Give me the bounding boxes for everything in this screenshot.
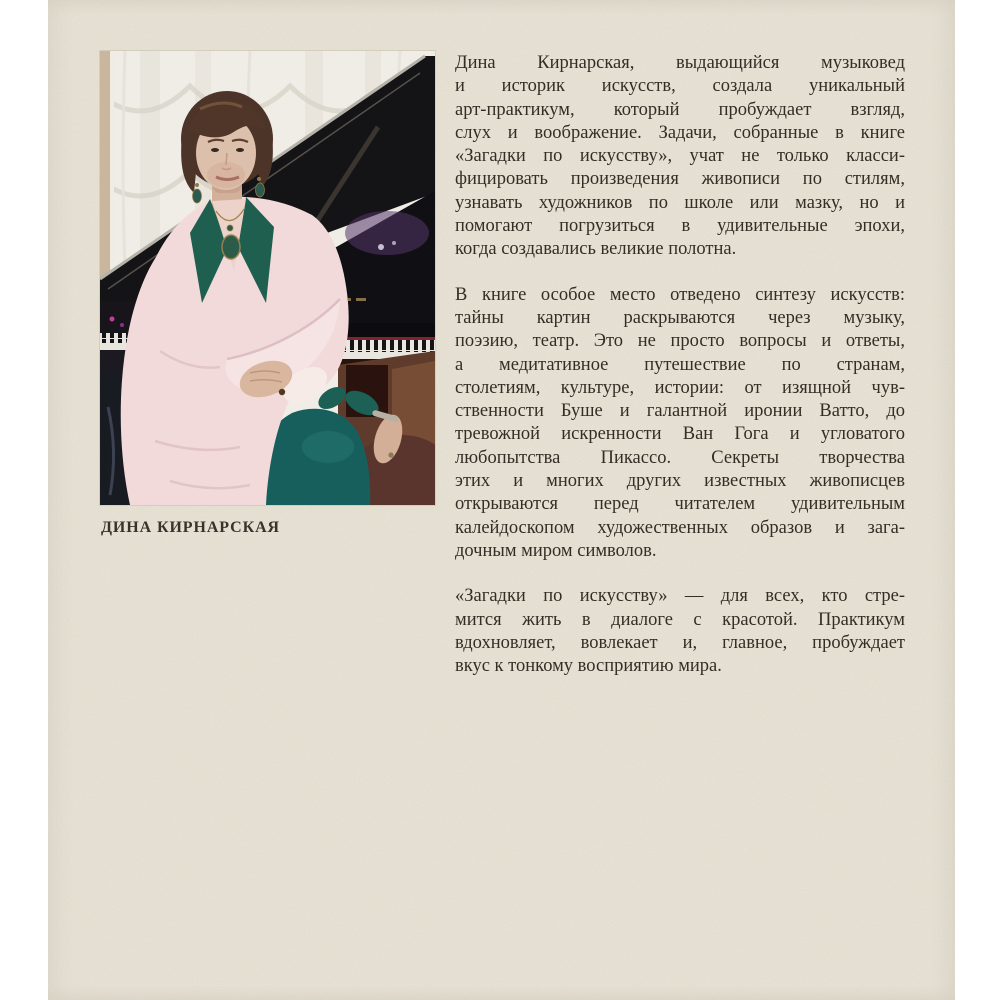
text-line: вкус к тонкому восприятию мира. bbox=[455, 656, 722, 677]
text-line: ственности Буше и галантной иронии Ватто, до bbox=[455, 401, 905, 422]
text-line: фицировать произведения живописи по стилям, bbox=[455, 169, 905, 190]
text-line: любопытства Пикассо. Секреты творчества bbox=[455, 447, 905, 468]
text-line: тревожной искренности Ван Гога и угловатого bbox=[455, 424, 905, 445]
text-line: Дина Кирнарская, выдающийся музыковед bbox=[455, 53, 905, 73]
text-line: и историк искусств, создала уникальный bbox=[455, 76, 905, 97]
paragraph bbox=[455, 284, 905, 564]
author-photo bbox=[100, 51, 435, 505]
photo-caption: ДИНА КИРНАРСКАЯ bbox=[101, 519, 281, 536]
text-line: узнавать художников по школе или мазку, но и bbox=[455, 192, 905, 213]
text-line: открываются перед читателем удивительным bbox=[455, 494, 905, 515]
text-line: калейдоскопом художественных образов и зага- bbox=[455, 517, 905, 538]
paragraph bbox=[455, 52, 905, 262]
text-line: «Загадки по искусству» — для всех, кто стре- bbox=[455, 586, 905, 607]
text-line: столетиям, культуре, истории: от изящной чув- bbox=[455, 377, 905, 398]
text-line: «Загадки по искусству», учат не только класси- bbox=[455, 146, 905, 167]
text-line: поэзию, театр. Это не просто вопросы и ответы, bbox=[455, 331, 905, 352]
book-description bbox=[455, 52, 905, 700]
text-line: а медитативное путешествие по странам, bbox=[455, 354, 905, 375]
text-line: В книге особое место отведено синтезу искусств: bbox=[455, 284, 905, 305]
text-line: этих и многих других известных живописцев bbox=[455, 471, 905, 492]
text-line: помогают погрузиться в удивительные эпохи, bbox=[455, 216, 905, 237]
paragraph bbox=[455, 585, 905, 678]
text-line: дочным миром символов. bbox=[455, 540, 657, 561]
text-line: слух и воображение. Задачи, собранные в книге bbox=[455, 122, 905, 143]
text-line: мится жить в диалоге с красотой. Практикум bbox=[455, 609, 905, 630]
text-line: когда создавались великие полотна. bbox=[455, 239, 737, 260]
text-line: тайны картин раскрываются через музыку, bbox=[455, 307, 905, 328]
pendant bbox=[222, 235, 240, 259]
text-line: арт-практикум, который пробуждает взгляд, bbox=[455, 99, 905, 120]
text-line: вдохновляет, вовлекает и, главное, пробуждает bbox=[455, 632, 905, 653]
